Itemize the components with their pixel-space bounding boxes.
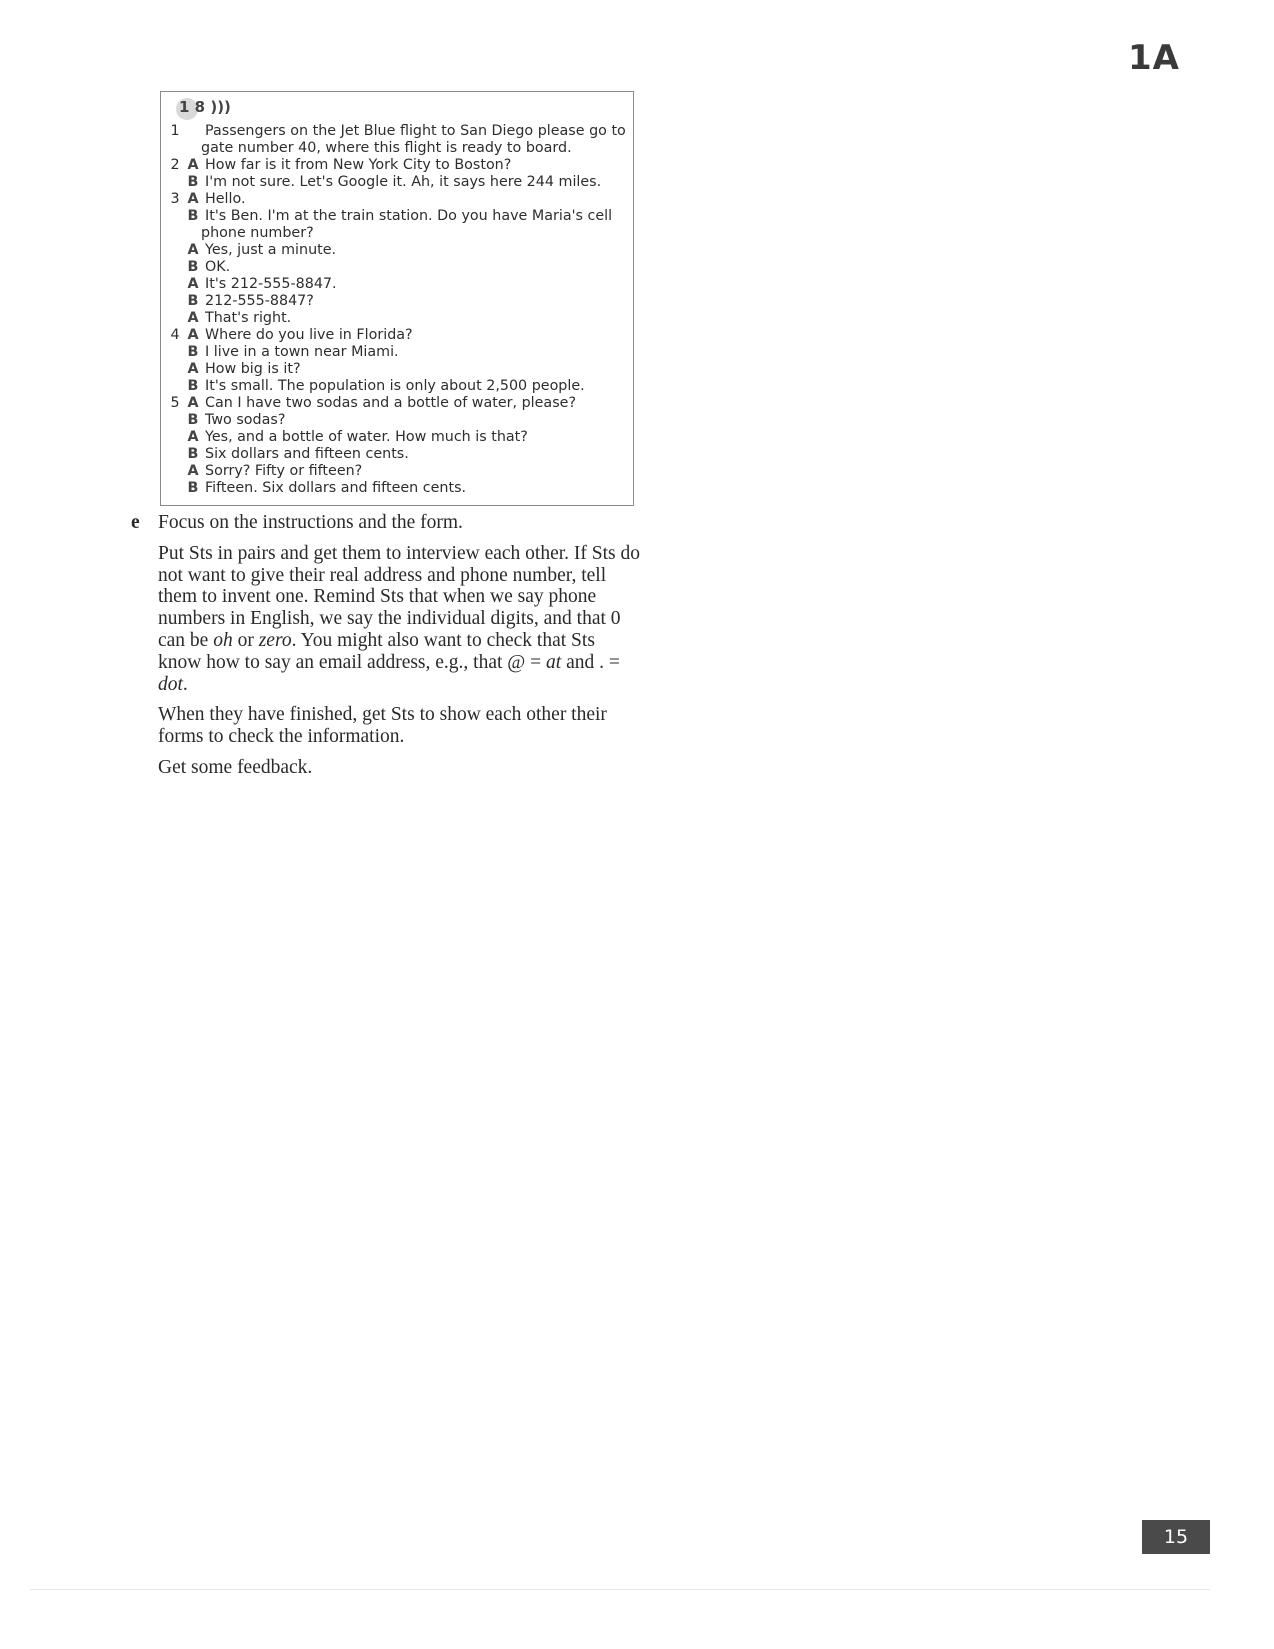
script-text: How far is it from New York City to Boston?: [205, 157, 512, 173]
script-speaker: A: [187, 310, 199, 326]
paragraph-4: Get some feedback.: [158, 756, 313, 778]
script-speaker: B: [187, 293, 199, 309]
script-item-number: [169, 276, 181, 293]
script-text: gate number 40, where this flight is ready to board.: [201, 140, 572, 156]
audio-track-number: 1 8: [179, 98, 206, 116]
section-e: [131, 512, 641, 788]
script-item-number: [169, 344, 181, 361]
script-text: phone number?: [201, 225, 314, 241]
word-oh: oh: [213, 629, 233, 651]
script-text: Two sodas?: [205, 412, 286, 428]
script-speaker: A: [187, 242, 199, 258]
script-item-number: [169, 361, 181, 378]
script-item-number: 4: [170, 327, 180, 343]
script-text: OK.: [205, 259, 231, 275]
script-text: I'm not sure. Let's Google it. Ah, it says here 244 miles.: [205, 174, 602, 190]
script-speaker: B: [187, 344, 199, 360]
script-speaker: A: [187, 276, 199, 292]
script-text: It's Ben. I'm at the train station. Do you have Maria's cell: [205, 208, 613, 224]
script-line: [161, 276, 633, 293]
script-line: [161, 344, 633, 361]
script-item-number: [169, 310, 181, 327]
script-speaker: B: [187, 174, 199, 190]
script-speaker: B: [187, 480, 199, 496]
script-speaker: [185, 123, 201, 140]
script-item-number: 1: [170, 123, 180, 139]
script-text: It's small. The population is only about 2,500 people.: [205, 378, 585, 394]
script-line: [161, 225, 633, 242]
paragraph-2: Put Sts in pairs and get them to interview each other. If Sts do not want to give their real address and phone number, tell them to invent one. Remind Sts that when we say phone numbers in English, we say the individual digits, and that 0 can be oh or zero. You might also want to check that Sts know how to say an email address, e.g., that @ = at and . = dot.: [158, 542, 641, 695]
script-line: [161, 378, 633, 395]
script-text: Sorry? Fifty or fifteen?: [205, 463, 363, 479]
paragraph-1: Focus on the instructions and the form.: [158, 512, 463, 533]
script-line: [161, 446, 633, 463]
script-item-number: [169, 140, 181, 157]
script-line: [161, 123, 633, 140]
script-text: Passengers on the Jet Blue flight to San Diego please go to: [205, 123, 626, 139]
script-item-number: 3: [170, 191, 180, 207]
word-dot: dot: [158, 673, 183, 695]
script-text: Six dollars and fifteen cents.: [205, 446, 409, 462]
script-speaker: A: [187, 463, 199, 479]
audio-script-box: [160, 91, 634, 506]
script-line: [161, 208, 633, 225]
script-item-number: [169, 446, 181, 463]
script-item-number: [169, 480, 181, 497]
audio-track-ref: [179, 99, 231, 116]
script-line: [161, 361, 633, 378]
script-line: [161, 480, 633, 497]
script-item-number: [169, 225, 181, 242]
script-text: Fifteen. Six dollars and fifteen cents.: [205, 480, 467, 496]
word-zero: zero: [258, 629, 292, 651]
script-item-number: [169, 293, 181, 310]
section-letter: e: [131, 512, 140, 533]
script-speaker: A: [187, 327, 199, 343]
script-line: [161, 293, 633, 310]
script-text: 212-555-8847?: [205, 293, 314, 309]
script-line: [161, 327, 633, 344]
script-speaker: A: [187, 157, 199, 173]
word-at: at: [546, 651, 562, 673]
script-item-number: [169, 242, 181, 259]
script-line: [161, 174, 633, 191]
script-speaker: A: [187, 191, 199, 207]
script-item-number: 5: [170, 395, 180, 411]
script-line: [161, 429, 633, 446]
sound-waves-icon: ))): [210, 98, 231, 116]
script-speaker: B: [187, 446, 199, 462]
script-line: [161, 242, 633, 259]
script-text: Where do you live in Florida?: [205, 327, 413, 343]
script-item-number: [169, 174, 181, 191]
script-line: [161, 157, 633, 174]
script-text: How big is it?: [205, 361, 301, 377]
script-speaker: A: [187, 395, 199, 411]
script-text: Hello.: [205, 191, 246, 207]
script-text: I live in a town near Miami.: [205, 344, 399, 360]
script-line: [161, 259, 633, 276]
script-line: [161, 191, 633, 208]
script-text: Yes, and a bottle of water. How much is that?: [205, 429, 528, 445]
unit-label: 1A: [1128, 38, 1180, 78]
script-item-number: [169, 429, 181, 446]
script-speaker: B: [187, 208, 199, 224]
page-number: 15: [1142, 1520, 1210, 1554]
script-speaker: B: [187, 412, 199, 428]
script-item-number: [169, 378, 181, 395]
paragraph-3: When they have finished, get Sts to show each other their forms to check the information.: [158, 704, 607, 748]
script-line: [161, 140, 633, 157]
script-item-number: 2: [170, 157, 180, 173]
script-text: That's right.: [205, 310, 292, 326]
audio-script-lines: [161, 123, 633, 497]
script-item-number: [169, 412, 181, 429]
script-line: [161, 412, 633, 429]
script-item-number: [169, 259, 181, 276]
script-text: Yes, just a minute.: [205, 242, 337, 258]
script-item-number: [169, 463, 181, 480]
script-speaker: B: [187, 378, 199, 394]
script-speaker: A: [187, 429, 199, 445]
script-speaker: A: [187, 361, 199, 377]
script-text: Can I have two sodas and a bottle of water, please?: [205, 395, 577, 411]
script-item-number: [169, 208, 181, 225]
script-line: [161, 463, 633, 480]
footer-divider: [30, 1589, 1210, 1590]
script-line: [161, 310, 633, 327]
script-speaker: B: [187, 259, 199, 275]
script-text: It's 212-555-8847.: [205, 276, 337, 292]
script-line: [161, 395, 633, 412]
